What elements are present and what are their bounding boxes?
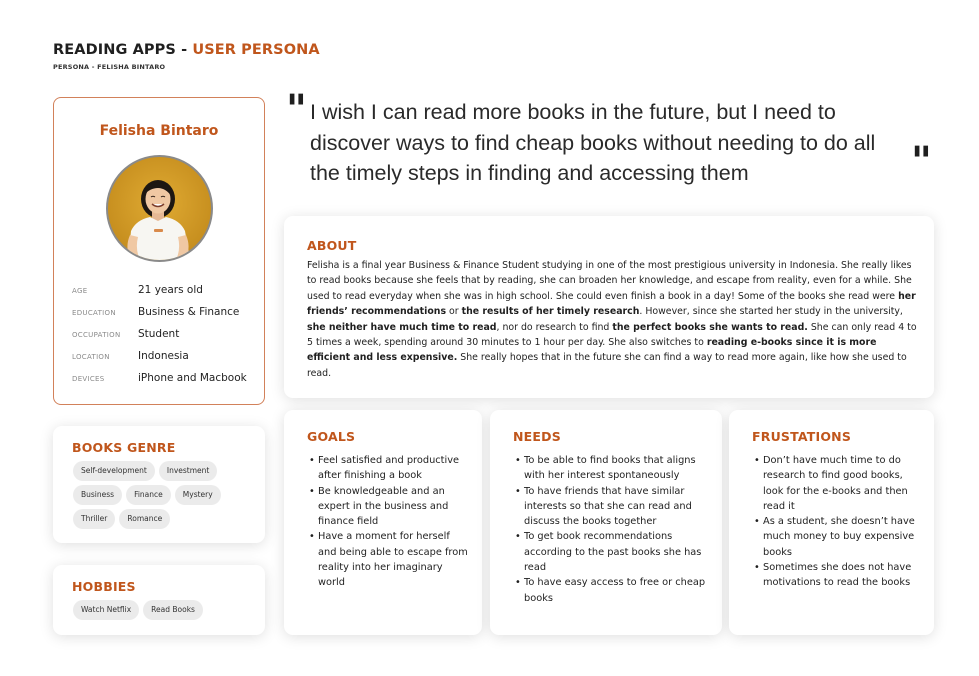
list-item: • To be able to find books that aligns with her interest spontaneously (515, 453, 710, 484)
education-value: Business & Finance (138, 306, 240, 318)
list-item: • Feel satisfied and productive after finishing a book (309, 453, 469, 484)
list-item: • As a student, she doesn’t have much money to buy expensive books (754, 514, 919, 560)
books-genre-title: BOOKS GENRE (72, 440, 176, 455)
genre-chip: Mystery (175, 485, 221, 505)
hobby-chip: Read Books (143, 600, 203, 620)
list-item: • Have a moment for herself and being able to escape from reality into her imaginary world (309, 529, 469, 590)
list-item: • To have easy access to free or cheap books (515, 575, 710, 606)
quote-open-mark: " (286, 86, 307, 133)
list-item: • Don’t have much time to do research to find good books, look for the e-books and then read it (754, 453, 919, 514)
genre-chip: Self-development (73, 461, 155, 481)
about-text: , nor do research to find (496, 321, 613, 333)
needs-list (515, 453, 710, 606)
about-highlight: reading e-books since it is more efficient and less expensive. (307, 337, 877, 364)
genre-chip: Investment (159, 461, 217, 481)
profile-devices-row (72, 372, 262, 388)
about-highlight: she neither have much time to read (307, 321, 497, 333)
avatar (106, 155, 213, 262)
page-title-prefix: READING APPS - (53, 42, 193, 58)
genre-chip-list (73, 461, 258, 529)
persona-quote: I wish I can read more books in the future, but I need to discover ways to find cheap books without needing to do all the timely steps in finding and accessing them (310, 100, 876, 185)
about-title: ABOUT (307, 238, 357, 253)
genre-chip: Romance (119, 509, 170, 529)
occupation-label: OCCUPATION (72, 331, 121, 339)
profile-occupation-row (72, 328, 262, 344)
age-value: 21 years old (138, 284, 203, 296)
list-item: • Be knowledgeable and an expert in the business and finance field (309, 484, 469, 530)
goals-title: GOALS (307, 429, 356, 444)
page-title (53, 42, 320, 58)
occupation-value: Student (138, 328, 180, 340)
age-label: AGE (72, 287, 88, 295)
genre-chip: Thriller (73, 509, 115, 529)
frustrations-title: FRUSTATIONS (752, 429, 852, 444)
needs-title: NEEDS (513, 429, 561, 444)
about-text: She can only read 4 to 5 times a week, spending around 30 minutes to 1 hour per day. She also switches to (307, 321, 917, 349)
profile-location-row (72, 350, 262, 366)
about-highlight: her friends’ recommendations (307, 290, 916, 318)
profile-age-row (72, 284, 262, 300)
about-highlight: the results of her timely research (461, 306, 640, 318)
about-highlight: the perfect books she wants to read. (612, 321, 808, 333)
list-item: • To get book recommendations according to the past books she has read (515, 529, 710, 575)
page-subtitle: PERSONA - FELISHA BINTARO (53, 63, 166, 71)
hobbies-title: HOBBIES (72, 579, 136, 594)
hobbies-card (53, 565, 265, 635)
hobby-chip: Watch Netflix (73, 600, 139, 620)
about-card (284, 216, 934, 398)
goals-card (284, 410, 482, 635)
about-text: She really hopes that in the future she can find a way to read more again, like how she used to read. (307, 352, 907, 379)
frustrations-card (729, 410, 934, 635)
person-photo-icon (108, 157, 211, 260)
about-text: . However, since she started her study in the university, (639, 306, 903, 318)
hobby-chip-list (73, 600, 258, 620)
books-genre-card (53, 426, 265, 543)
frustrations-list (754, 453, 919, 591)
goals-list (309, 453, 469, 591)
list-item: • To have friends that have similar interests so that she can read and discuss the books together (515, 484, 710, 530)
location-value: Indonesia (138, 350, 189, 362)
about-paragraph (307, 258, 917, 381)
location-label: LOCATION (72, 353, 110, 361)
about-text: or (446, 306, 462, 318)
about-text: Felisha is a final year Business & Finance Student studying in one of the most prestigious university in Indonesia. She really likes to read books because she feels that by reading, she can broaden her knowledge, and escape from reality, even for a while. She used to read everyday when she was in high school. She could even finish a book in a day! Some of the books she read were (307, 260, 912, 302)
list-item: • Sometimes she does not have motivations to read the books (754, 560, 919, 591)
page-title-highlight: USER PERSONA (192, 42, 320, 58)
profile-education-row (72, 306, 262, 322)
profile-name: Felisha Bintaro (99, 123, 219, 139)
education-label: EDUCATION (72, 309, 116, 317)
genre-chip: Business (73, 485, 122, 505)
needs-card (490, 410, 722, 635)
devices-label: DEVICES (72, 375, 105, 383)
profile-card (53, 97, 265, 405)
devices-value: iPhone and Macbook (138, 372, 247, 384)
genre-chip: Finance (126, 485, 171, 505)
quote-close-mark: " (911, 138, 932, 185)
